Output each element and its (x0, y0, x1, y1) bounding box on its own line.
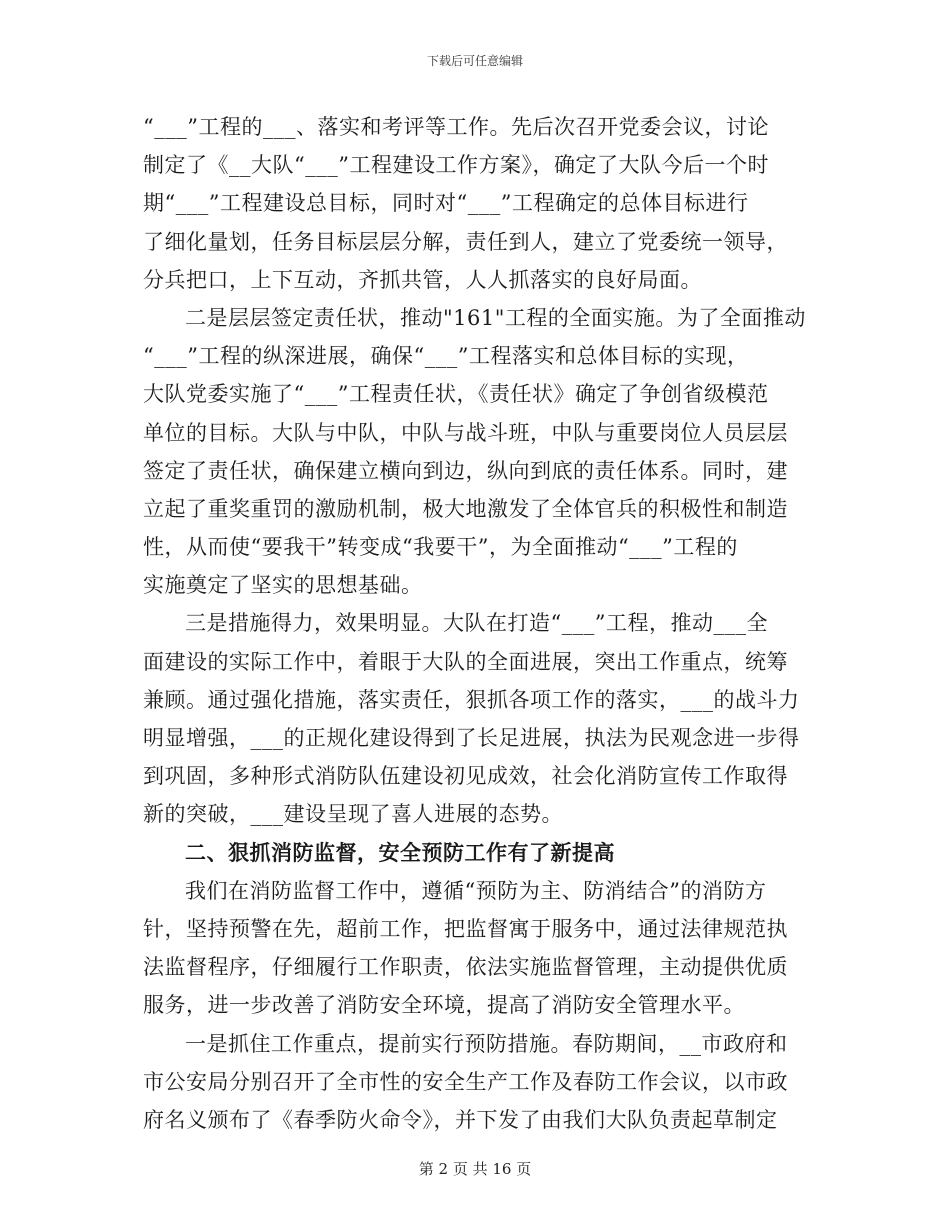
page-header-note: 下载后可任意编辑 (426, 54, 523, 68)
text-line: “___”工程的___、落实和考评等工作。先后次召开党委会议，讨论 (143, 115, 769, 139)
text-line: 府名义颁布了《春季防火命令》，并下发了由我们大队负责起草制定 (143, 1107, 778, 1132)
text-line: 到巩固，多种形式消防队伍建设初见成效，社会化消防宣传工作取得 (143, 764, 788, 789)
text-line: 兼顾。通过强化措施，落实责任，狠抓各项工作的落实，___的战斗力 (143, 687, 800, 712)
text-line: 三是措施得力，效果明显。大队在打造“___”工程，推动___全 (185, 611, 768, 636)
page-number-footer: 第 2 页 共 16 页 (418, 1160, 532, 1178)
text-line: 期“___”工程建设总目标，同时对“___”工程确定的总体目标进行 (143, 191, 749, 216)
text-line: 大队党委实施了“___”工程责任状，《责任状》确定了争创省级模范 (143, 382, 769, 407)
section-heading: 二、狠抓消防监督，安全预防工作有了新提高 (185, 839, 615, 865)
text-line: 法监督程序，仔细履行工作职责，依法实施监督管理，主动提供优质 (143, 955, 788, 980)
text-line: 市公安局分别召开了全市性的安全生产工作及春防工作会议，以市政 (143, 1069, 788, 1094)
text-line: 一是抓住工作重点，提前实行预防措施。春防期间，__市政府和 (185, 1031, 788, 1056)
text-line: 制定了《__大队“___”工程建设工作方案》，确定了大队今后一个时 (143, 153, 769, 178)
text-line: “___”工程的纵深进展，确保“___”工程落实和总体目标的实现， (143, 344, 749, 369)
text-line: 了细化量划，任务目标层层分解，责任到人，建立了党委统一领导， (143, 229, 788, 254)
text-line: 立起了重奖重罚的激励机制，极大地激发了全体官兵的积极性和制造 (143, 496, 788, 521)
text-line: 单位的目标。大队与中队，中队与战斗班，中队与重要岗位人员层层 (143, 420, 788, 445)
text-line: 我们在消防监督工作中，遵循“预防为主、防消结合”的消防方 (185, 878, 767, 903)
text-line: 针，坚持预警在先，超前工作，把监督寓于服务中，通过法律规范执 (143, 916, 788, 941)
text-line: 新的突破，___建设呈现了喜人进展的态势。 (143, 802, 563, 827)
text-line: 实施奠定了坚实的思想基础。 (143, 573, 423, 598)
text-line: 签定了责任状，确保建立横向到边，纵向到底的责任体系。同时，建 (143, 458, 788, 483)
text-line: 性，从而使“要我干”转变成“我要干”，为全面推动“___”工程的 (143, 535, 738, 560)
text-line: 面建设的实际工作中，着眼于大队的全面进展，突出工作重点，统筹 (143, 649, 788, 674)
text-line: 分兵把口，上下互动，齐抓共管，人人抓落实的良好局面。 (143, 267, 702, 292)
document-body (143, 108, 806, 1139)
text-line: 二是层层签定责任状，推动"161"工程的全面实施。为了全面推动 (185, 305, 806, 330)
text-line: 服务，进一步改善了消防安全环境，提高了消防安全管理水平。 (143, 993, 745, 1018)
text-line: 明显增强，___的正规化建设得到了长足进展，执法为民观念进一步得 (143, 726, 800, 750)
